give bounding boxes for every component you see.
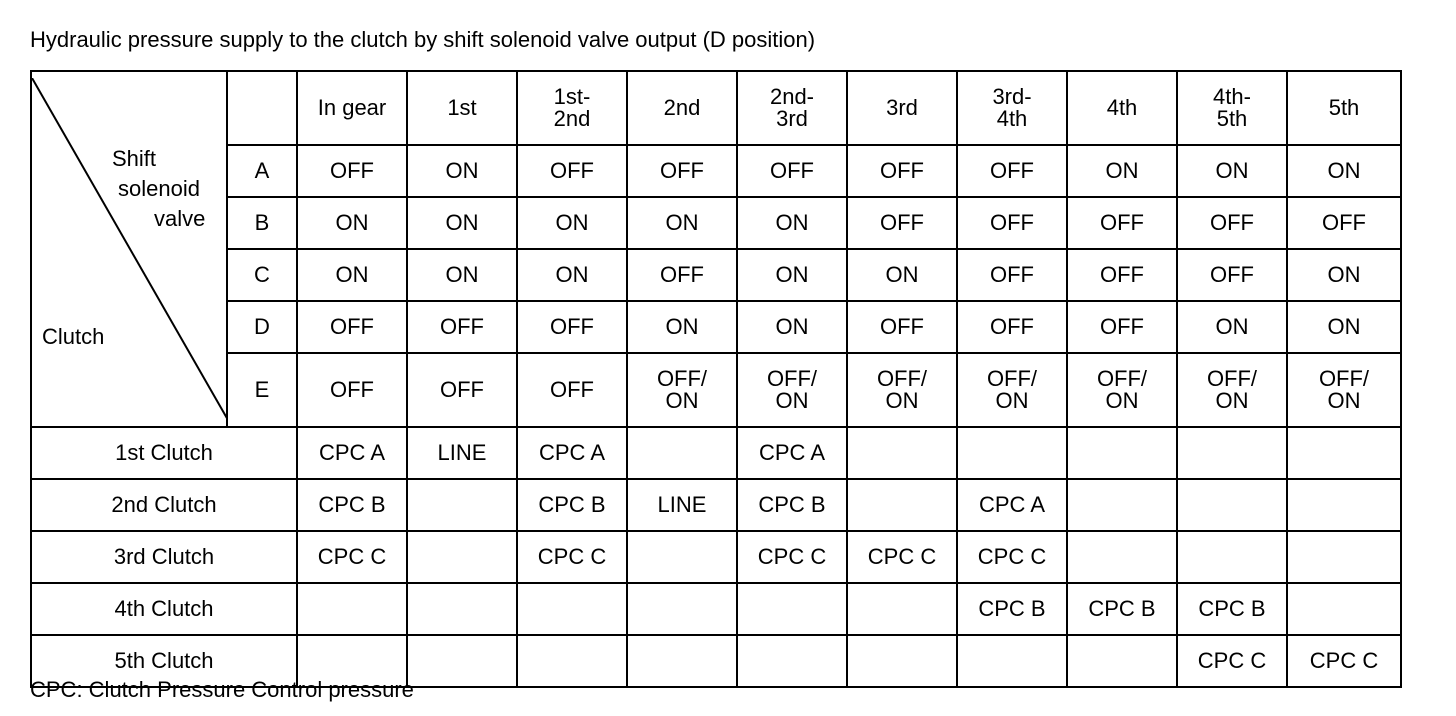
valve-state-cell: ON — [1287, 249, 1401, 301]
clutch-pressure-cell — [1287, 427, 1401, 479]
clutch-pressure-cell — [1067, 427, 1177, 479]
valve-state-cell: OFF — [957, 197, 1067, 249]
clutch-row — [31, 427, 1401, 479]
valve-state-text: OFF — [550, 377, 594, 402]
clutch-name: 5th Clutch — [31, 635, 297, 687]
valve-state-cell — [1067, 353, 1177, 427]
clutch-pressure-cell — [737, 635, 847, 687]
column-header-label: 2nd — [553, 106, 591, 131]
valve-state-text: OFF/ — [656, 366, 708, 391]
clutch-pressure-cell — [1287, 479, 1401, 531]
corner-cell — [31, 71, 227, 427]
clutch-pressure-cell — [1287, 583, 1401, 635]
clutch-pressure-cell: CPC C — [957, 531, 1067, 583]
clutch-pressure-cell: CPC C — [297, 531, 407, 583]
valve-state-text: ON — [1327, 388, 1361, 413]
clutch-name: 4th Clutch — [31, 583, 297, 635]
valve-state-text: OFF/ — [1318, 366, 1370, 391]
valve-state-cell: OFF — [1067, 249, 1177, 301]
clutch-pressure-cell — [1177, 531, 1287, 583]
clutch-pressure-cell — [407, 635, 517, 687]
valve-state-cell — [737, 353, 847, 427]
valve-state-text: ON — [1215, 388, 1249, 413]
valve-state-cell: OFF — [1177, 197, 1287, 249]
table-title: Hydraulic pressure supply to the clutch by shift solenoid valve output (D position) — [30, 27, 816, 52]
valve-state-cell: ON — [737, 301, 847, 353]
valve-state-cell — [517, 353, 627, 427]
solenoid-clutch-table — [30, 70, 1402, 688]
clutch-pressure-cell: CPC A — [517, 427, 627, 479]
clutch-pressure-cell: CPC C — [847, 531, 957, 583]
valve-state-cell — [627, 353, 737, 427]
clutch-pressure-cell — [517, 583, 627, 635]
column-header-label: 5th — [1328, 95, 1360, 120]
column-header — [1287, 71, 1401, 145]
clutch-pressure-cell — [847, 635, 957, 687]
clutch-pressure-cell — [1067, 635, 1177, 687]
valve-name: B — [227, 197, 297, 249]
valve-state-cell: ON — [297, 197, 407, 249]
column-header-label: 3rd — [886, 95, 918, 120]
column-header — [737, 71, 847, 145]
valve-state-cell: ON — [407, 197, 517, 249]
valve-state-text: ON — [995, 388, 1029, 413]
clutch-row — [31, 479, 1401, 531]
valve-state-text: OFF — [440, 377, 484, 402]
valve-name: C — [227, 249, 297, 301]
valve-state-cell: ON — [1177, 301, 1287, 353]
clutch-pressure-cell: CPC B — [737, 479, 847, 531]
valve-state-text: OFF/ — [1206, 366, 1258, 391]
valve-state-text: OFF/ — [766, 366, 818, 391]
valve-state-cell: OFF — [957, 301, 1067, 353]
clutch-pressure-cell — [957, 635, 1067, 687]
clutch-pressure-cell: CPC B — [517, 479, 627, 531]
valve-state-cell: OFF — [847, 145, 957, 197]
clutch-pressure-cell — [1177, 427, 1287, 479]
clutch-pressure-cell — [737, 583, 847, 635]
clutch-name: 2nd Clutch — [31, 479, 297, 531]
valve-name: D — [227, 301, 297, 353]
column-header-label: 2nd- — [769, 84, 815, 109]
valve-state-cell — [407, 353, 517, 427]
valve-state-cell: ON — [627, 301, 737, 353]
clutch-pressure-cell — [1177, 479, 1287, 531]
clutch-pressure-cell — [407, 531, 517, 583]
column-header — [297, 71, 407, 145]
clutch-pressure-cell — [1067, 479, 1177, 531]
valve-row — [31, 249, 1401, 301]
valve-state-cell: OFF — [1287, 197, 1401, 249]
clutch-pressure-cell — [517, 635, 627, 687]
clutch-pressure-cell — [1287, 531, 1401, 583]
clutch-pressure-cell — [627, 427, 737, 479]
valve-state-text: OFF/ — [876, 366, 928, 391]
valve-state-cell: OFF — [847, 197, 957, 249]
corner-label-line: valve — [154, 206, 206, 231]
clutch-pressure-cell — [297, 583, 407, 635]
column-header-label: 3rd — [776, 106, 808, 131]
column-header — [1067, 71, 1177, 145]
valve-state-text: ON — [1105, 388, 1139, 413]
column-header-label: 3rd- — [992, 84, 1032, 109]
clutch-pressure-cell: CPC A — [737, 427, 847, 479]
clutch-row — [31, 531, 1401, 583]
clutch-pressure-cell: CPC B — [1067, 583, 1177, 635]
clutch-axis-label: Clutch — [42, 324, 105, 349]
column-header-row — [31, 71, 1401, 145]
valve-row — [31, 145, 1401, 197]
valve-state-cell: ON — [1287, 301, 1401, 353]
column-header — [847, 71, 957, 145]
valve-state-text: OFF/ — [986, 366, 1038, 391]
valve-state-cell — [297, 353, 407, 427]
valve-state-cell: ON — [297, 249, 407, 301]
clutch-pressure-cell — [627, 531, 737, 583]
column-header-label: 5th — [1216, 106, 1248, 131]
valve-state-cell: OFF — [297, 301, 407, 353]
valve-row — [31, 301, 1401, 353]
valve-state-cell — [1287, 353, 1401, 427]
valve-state-cell: ON — [737, 197, 847, 249]
valve-name: A — [227, 145, 297, 197]
valve-state-cell: ON — [517, 249, 627, 301]
column-header-label: 4th — [1106, 95, 1138, 120]
valve-header-blank — [227, 71, 297, 145]
column-header-label: 1st — [447, 95, 477, 120]
valve-state-text: OFF — [330, 377, 374, 402]
clutch-pressure-cell: CPC B — [957, 583, 1067, 635]
clutch-pressure-cell — [1067, 531, 1177, 583]
valve-state-cell: ON — [1177, 145, 1287, 197]
valve-state-cell: OFF — [297, 145, 407, 197]
valve-state-cell: OFF — [847, 301, 957, 353]
valve-state-cell: OFF — [407, 301, 517, 353]
valve-state-cell: OFF — [1067, 301, 1177, 353]
clutch-pressure-cell — [627, 635, 737, 687]
valve-state-text: OFF/ — [1096, 366, 1148, 391]
column-header — [407, 71, 517, 145]
clutch-pressure-cell: CPC C — [1287, 635, 1401, 687]
valve-row — [31, 197, 1401, 249]
valve-state-cell — [1177, 353, 1287, 427]
clutch-pressure-cell: CPC B — [1177, 583, 1287, 635]
clutch-pressure-cell: CPC B — [297, 479, 407, 531]
valve-state-cell: OFF — [957, 249, 1067, 301]
clutch-pressure-cell — [407, 479, 517, 531]
clutch-name: 3rd Clutch — [31, 531, 297, 583]
valve-state-text: ON — [665, 388, 699, 413]
column-header-label: 1st- — [553, 84, 591, 109]
valve-state-cell: ON — [407, 145, 517, 197]
clutch-pressure-cell: LINE — [407, 427, 517, 479]
clutch-pressure-cell: CPC C — [1177, 635, 1287, 687]
clutch-pressure-cell — [627, 583, 737, 635]
valve-state-cell: OFF — [517, 145, 627, 197]
clutch-pressure-cell — [407, 583, 517, 635]
valve-name: E — [227, 353, 297, 427]
clutch-pressure-cell — [847, 583, 957, 635]
clutch-pressure-cell — [847, 427, 957, 479]
corner-label-line: solenoid — [118, 176, 200, 201]
column-header — [517, 71, 627, 145]
valve-state-cell: OFF — [517, 301, 627, 353]
column-header — [627, 71, 737, 145]
valve-state-cell: ON — [1067, 145, 1177, 197]
clutch-name: 1st Clutch — [31, 427, 297, 479]
clutch-pressure-cell: CPC A — [957, 479, 1067, 531]
valve-state-cell: OFF — [1177, 249, 1287, 301]
valve-state-cell: ON — [737, 249, 847, 301]
clutch-pressure-cell: CPC A — [297, 427, 407, 479]
column-header — [957, 71, 1067, 145]
valve-state-cell: OFF — [737, 145, 847, 197]
valve-state-cell — [847, 353, 957, 427]
column-header — [1177, 71, 1287, 145]
valve-state-cell: ON — [407, 249, 517, 301]
valve-state-text: ON — [775, 388, 809, 413]
valve-state-cell: OFF — [957, 145, 1067, 197]
valve-state-cell: OFF — [627, 249, 737, 301]
valve-state-cell: ON — [517, 197, 627, 249]
clutch-pressure-cell — [957, 427, 1067, 479]
corner-diagonal — [32, 78, 226, 420]
valve-state-cell: ON — [847, 249, 957, 301]
column-header-label: 4th — [996, 106, 1028, 131]
valve-state-cell: ON — [627, 197, 737, 249]
corner-label-line: Shift — [112, 146, 157, 171]
valve-state-cell: OFF — [627, 145, 737, 197]
clutch-row — [31, 583, 1401, 635]
footnote: CPC: Clutch Pressure Control pressure — [30, 677, 414, 702]
clutch-pressure-cell — [847, 479, 957, 531]
column-header-label: 4th- — [1213, 84, 1251, 109]
diagonal-line — [32, 78, 228, 420]
clutch-pressure-cell: LINE — [627, 479, 737, 531]
clutch-pressure-cell: CPC C — [517, 531, 627, 583]
column-header-label: In gear — [317, 95, 387, 120]
valve-state-text: ON — [885, 388, 919, 413]
valve-state-cell: ON — [1287, 145, 1401, 197]
valve-state-cell — [957, 353, 1067, 427]
column-header-label: 2nd — [663, 95, 701, 120]
valve-state-cell: OFF — [1067, 197, 1177, 249]
shift-solenoid-valve-label — [112, 144, 205, 234]
clutch-pressure-cell: CPC C — [737, 531, 847, 583]
valve-row — [31, 353, 1401, 427]
